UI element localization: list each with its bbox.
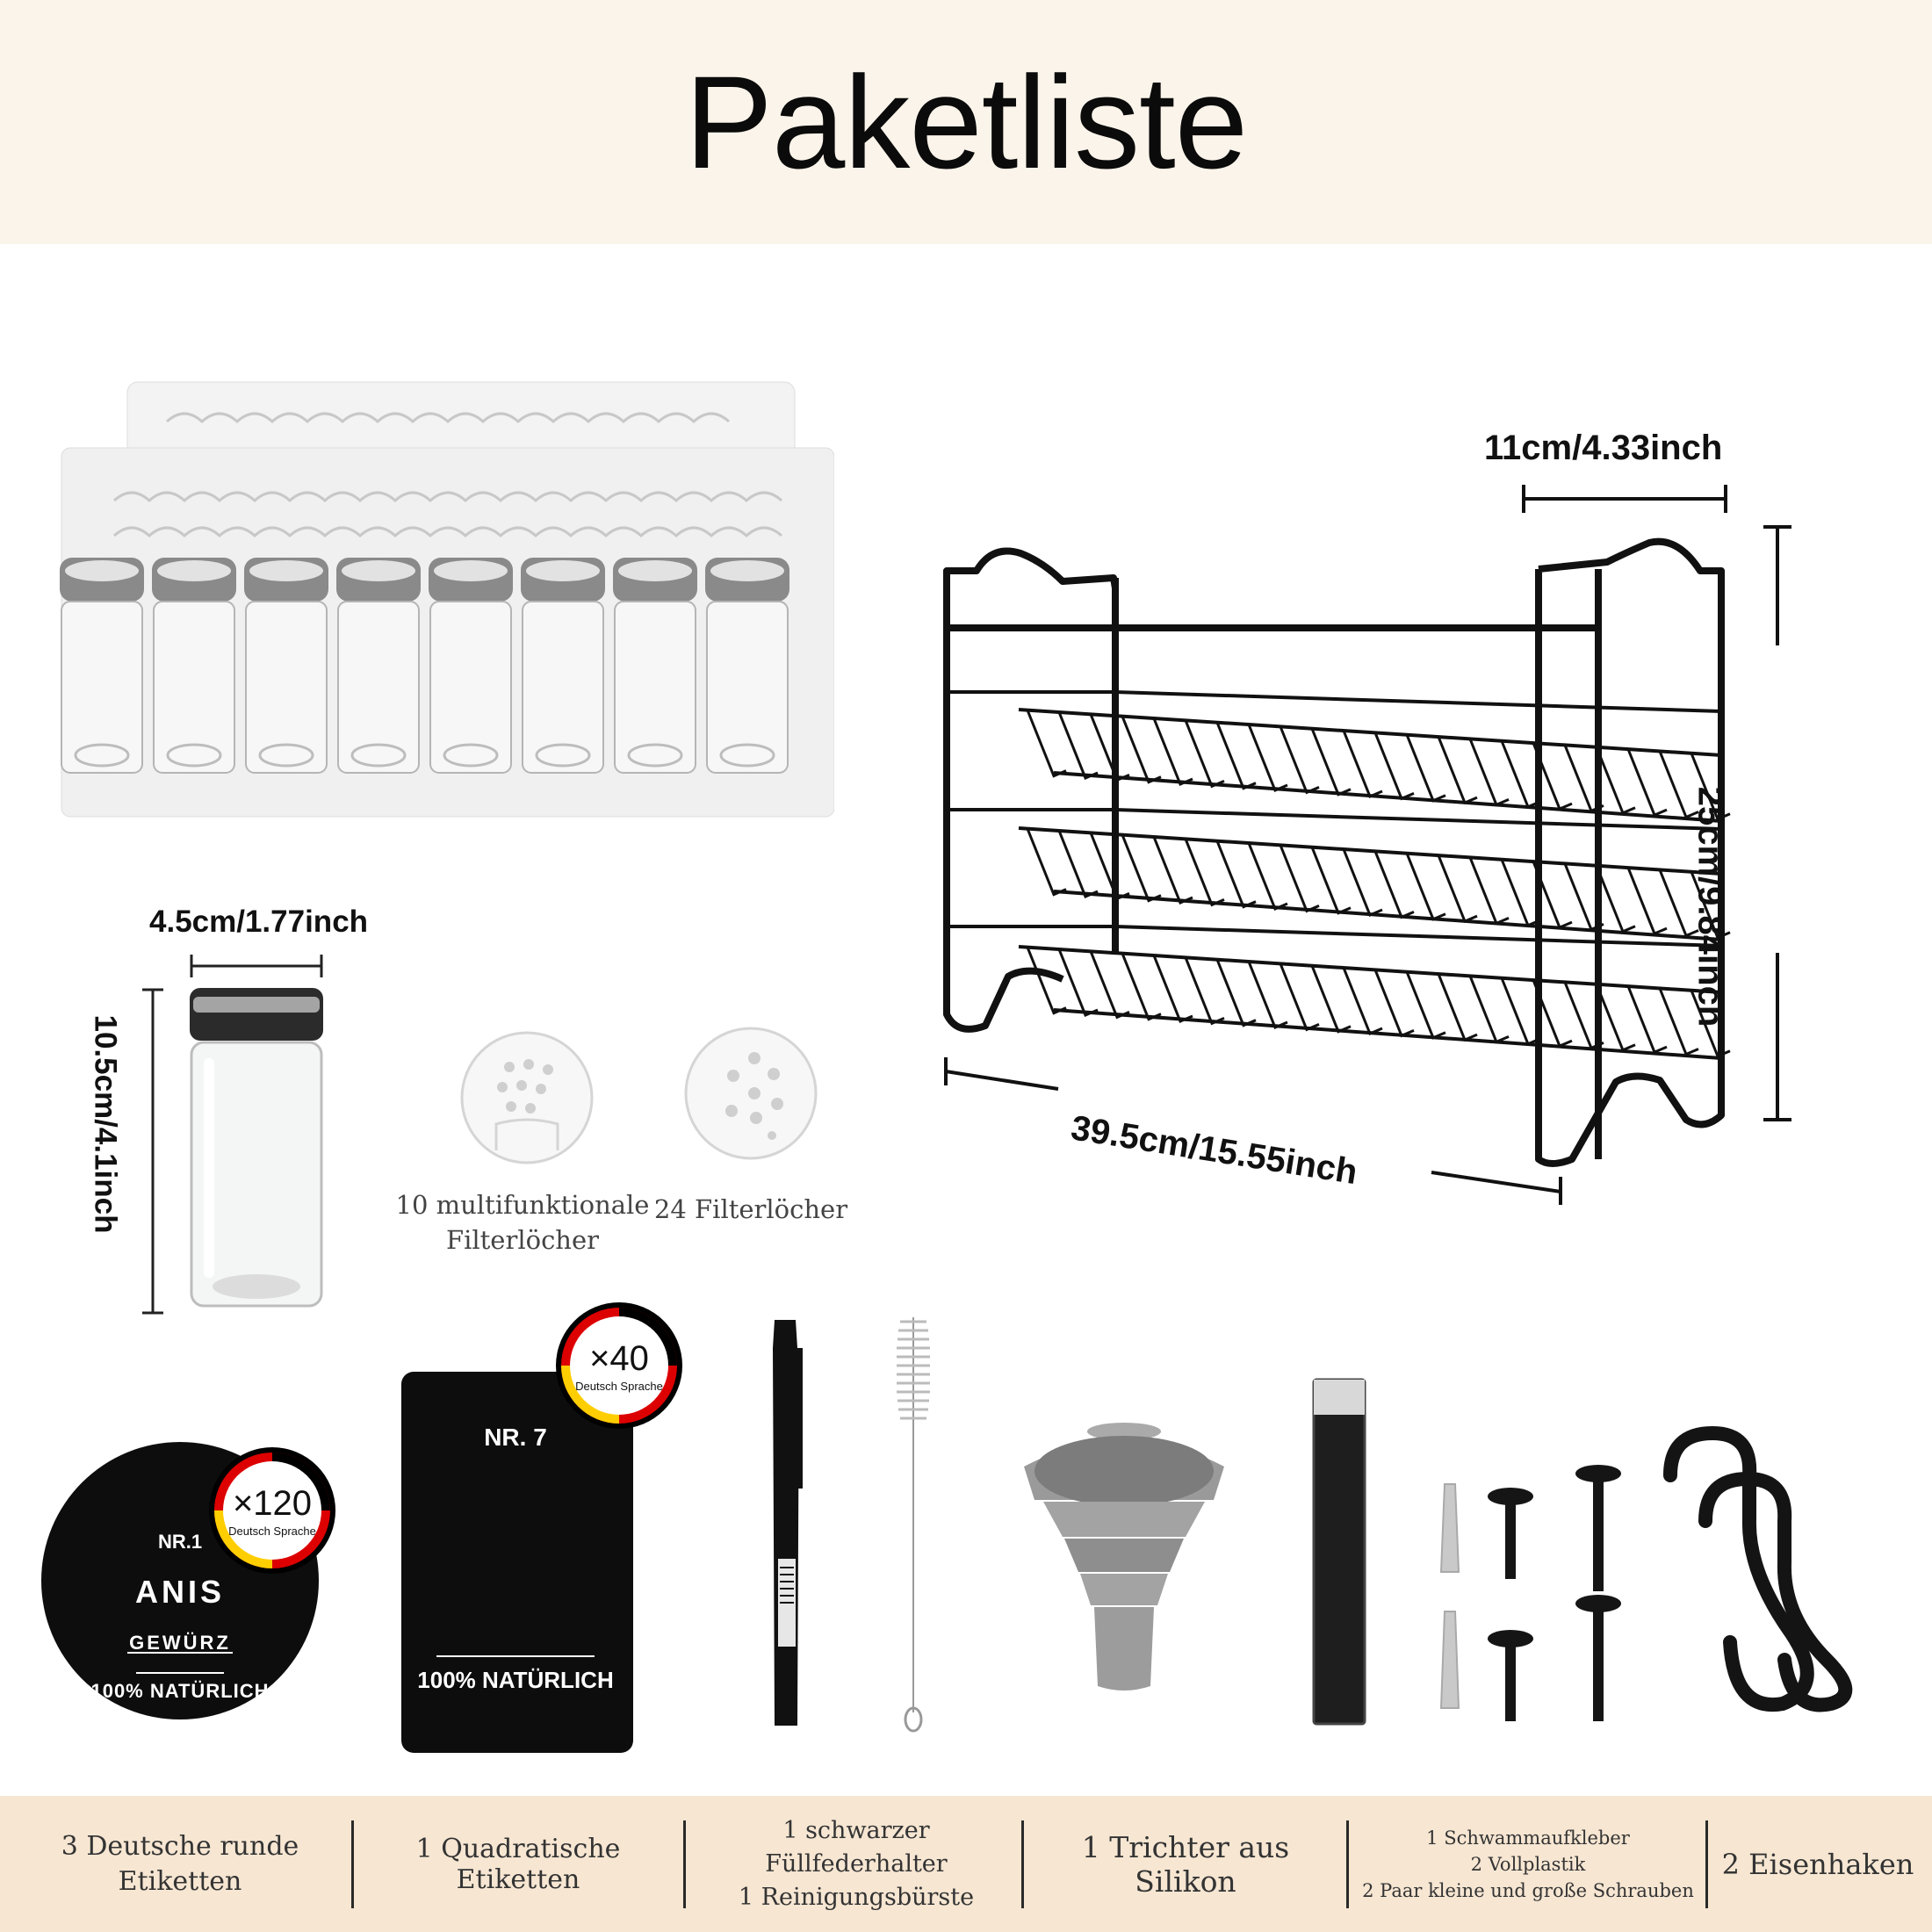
shelf-wire: [1217, 723, 1256, 789]
shelf-wire: [1312, 729, 1351, 795]
shelf-wire: [1154, 837, 1193, 903]
shelf-wire: [1027, 710, 1066, 776]
footer-divider: [1705, 1820, 1708, 1908]
page-title: Paketliste: [684, 47, 1248, 196]
shelf-wire: [1091, 833, 1129, 898]
jar-body: [338, 602, 419, 773]
holes-filter-icon: [681, 1023, 821, 1164]
round-label-count-badge: [206, 1445, 338, 1576]
shelf-wire: [1154, 955, 1193, 1021]
footer-item-line: 1 Quadratische Etiketten: [415, 1833, 621, 1895]
jar-body: [154, 602, 234, 773]
round-label-category: GEWÜRZ: [129, 1632, 231, 1654]
footer-item-funnel: [1027, 1796, 1344, 1932]
shelf-wire: [1502, 978, 1540, 1044]
jar-cap-shine: [618, 560, 692, 581]
jar-body: [246, 602, 327, 773]
footer-item-line: 2 Eisenhaken: [1721, 1847, 1914, 1881]
footer-item-line: 1 schwarzer Füllfederhalter: [765, 1816, 948, 1878]
shelf-back-rail: [947, 692, 1721, 711]
shelf-front-rail: [1019, 947, 1721, 992]
cleaning-brush-icon: [883, 1308, 944, 1739]
shelf-lip-rail: [1054, 1010, 1721, 1058]
iron-hooks-icon: [1651, 1423, 1871, 1712]
shelf-wire: [1470, 739, 1509, 804]
shelf-wire: [1312, 847, 1351, 913]
jar-cap-shine: [65, 560, 139, 581]
jar-cap-shine: [710, 560, 784, 581]
multifunction-filter-icon: [457, 1027, 597, 1168]
round-label-name: ANIS: [134, 1574, 226, 1610]
footer-item-line: 2 Vollplastik: [1470, 1853, 1586, 1875]
shelf-wire: [1217, 960, 1256, 1026]
shelf-lip-rail: [1054, 891, 1721, 940]
footer-item-square-labels: [360, 1796, 676, 1932]
shelf-wire: [1122, 717, 1161, 782]
footer-item-line: 3 Deutsche runde: [61, 1830, 299, 1862]
shelf-wire: [1597, 866, 1635, 932]
silicone-funnel-icon: [1019, 1396, 1229, 1704]
shelf-wire: [1249, 962, 1287, 1027]
shelf-back-rail: [947, 926, 1721, 946]
shelf-wire: [1154, 718, 1193, 784]
footer-divider: [1346, 1820, 1349, 1908]
jar-cap-shine: [157, 560, 231, 581]
shelf-wire: [1344, 731, 1382, 797]
footer-item-line: Etiketten: [118, 1865, 242, 1897]
jar-body: [707, 602, 788, 773]
round-label-claim: 100% NATÜRLICH: [90, 1680, 270, 1702]
shelf-wire: [1186, 957, 1224, 1023]
shelf-wire: [1628, 749, 1667, 815]
shelf-lip-rail: [1054, 773, 1721, 821]
shelf-wire: [1059, 949, 1098, 1015]
shelf-wire: [1280, 845, 1319, 911]
shelf-wire: [1660, 988, 1698, 1054]
shelf-wire: [1186, 720, 1224, 786]
shelf-wire: [1628, 868, 1667, 934]
shelf-wire: [1027, 829, 1066, 895]
footer-item-hardware: [1352, 1796, 1704, 1932]
shelf-wire: [1091, 714, 1129, 780]
shelf-wire: [1091, 951, 1129, 1017]
sponge-sticker-icon: [1308, 1374, 1370, 1730]
shelf-wire: [1660, 751, 1698, 817]
shelf-wire: [1375, 732, 1414, 798]
shelf-wire: [1122, 954, 1161, 1020]
shelf-wire: [1438, 737, 1477, 803]
shelf-wire: [1280, 963, 1319, 1029]
shelf-wire: [1375, 970, 1414, 1035]
shelf-front-rail: [1019, 828, 1721, 874]
footer-divider: [683, 1820, 686, 1908]
shelf-wire: [1122, 835, 1161, 901]
round-label-number: NR.1: [157, 1531, 203, 1553]
shelf-wire: [1059, 712, 1098, 778]
square-label-count: ×40: [589, 1339, 649, 1378]
footer-divider: [1021, 1820, 1024, 1908]
shelf-wire: [1059, 831, 1098, 897]
shelf-wire: [1438, 855, 1477, 921]
shelf-wire: [1186, 839, 1224, 905]
round-label-badge-text: Deutsch Sprache: [228, 1525, 316, 1538]
jar-body: [615, 602, 696, 773]
footer-item-pen-brush: [689, 1796, 1023, 1932]
shelf-wire: [1470, 857, 1509, 923]
shelf-wire: [1249, 843, 1287, 909]
multifunction-filter-caption: [395, 1187, 650, 1258]
shelf-wire: [1597, 747, 1635, 813]
rack-width-label: 39.5cm/15.55inch: [1068, 1108, 1360, 1193]
footer-item-line: 1 Reinigungsbürste: [738, 1883, 975, 1911]
screws-and-anchors-icon: [1418, 1458, 1629, 1730]
jar-width-label: 4.5cm/1.77inch: [149, 905, 369, 939]
jar-cap-shine: [342, 560, 415, 581]
shelf-wire: [1407, 854, 1445, 919]
jar-body: [61, 602, 142, 773]
jar-body: [430, 602, 511, 773]
shelf-wire: [1312, 966, 1351, 1032]
shelf-wire: [1660, 869, 1698, 935]
marker-pen-icon: [755, 1313, 817, 1734]
square-label-badge-text: Deutsch Sprache: [575, 1380, 663, 1393]
spice-rack-image: [931, 474, 1809, 1212]
footer-item-line: 1 Schwammaufkleber: [1426, 1827, 1630, 1849]
rack-depth-label: 11cm/4.33inch: [1484, 429, 1723, 467]
footer-item-line: 2 Paar kleine und große Schrauben: [1362, 1879, 1694, 1901]
jar-cap-shine: [249, 560, 323, 581]
rack-frame: [947, 542, 1721, 1164]
rack-height-label: 25cm/9.84inch: [1690, 786, 1730, 1027]
single-jar-image: [132, 944, 342, 1330]
footer-divider: [351, 1820, 354, 1908]
square-label-claim: 100% NATÜRLICH: [417, 1667, 614, 1693]
shelf-wire: [1407, 972, 1445, 1038]
dimension-lines: [946, 485, 1791, 1205]
multifunction-filter-line1: 10 multifunktionale: [395, 1190, 650, 1220]
shelf-wire: [1280, 726, 1319, 792]
footer-item-round-labels: [18, 1796, 342, 1932]
jar-set-image: [44, 369, 834, 825]
square-label-number: NR. 7: [484, 1424, 547, 1451]
shelf-wire: [1597, 984, 1635, 1050]
holes-filter-caption: 24 Filterlöcher: [653, 1194, 848, 1224]
shelf-front-rail: [1019, 710, 1721, 755]
shelf-wire: [1502, 860, 1540, 926]
jar-cap-shine: [434, 560, 508, 581]
footer-item-hooks: [1712, 1796, 1923, 1932]
round-label-count: ×120: [232, 1484, 313, 1523]
shelf-wire: [1407, 735, 1445, 801]
shelf-wire: [1375, 851, 1414, 917]
shelf-wire: [1249, 724, 1287, 790]
header-banner: [0, 0, 1932, 244]
shelf-wire: [1438, 974, 1477, 1040]
shelf-wire: [1470, 976, 1509, 1042]
shelf-wire: [1502, 741, 1540, 807]
square-label-count-badge: [553, 1300, 685, 1431]
footer-bar: [0, 1796, 1932, 1932]
multifunction-filter-line2: Filterlöcher: [445, 1225, 600, 1255]
jar-body: [523, 602, 603, 773]
shelf-wire: [1628, 986, 1667, 1052]
shelf-wire: [1217, 841, 1256, 907]
footer-item-line: 1 Trichter aus Silikon: [1081, 1829, 1290, 1899]
jar-cap-shine: [526, 560, 600, 581]
shelf-wire: [1344, 968, 1382, 1034]
shelf-wire: [1344, 849, 1382, 915]
jar-height-label: 10.5cm/4.1inch: [88, 1014, 123, 1234]
